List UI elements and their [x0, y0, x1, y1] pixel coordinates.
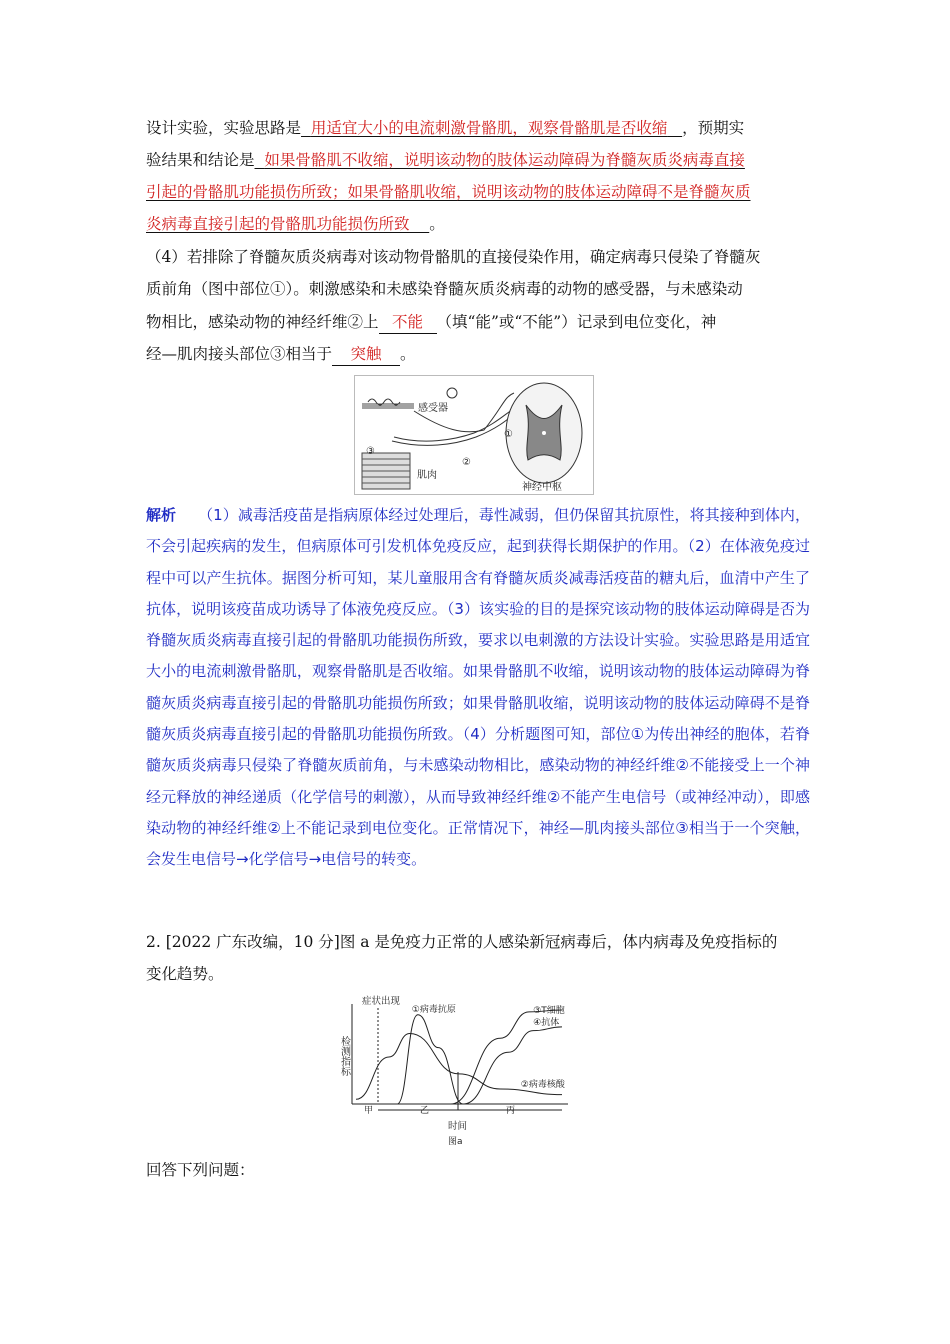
label-1: ①: [504, 429, 513, 440]
series-label-2: ②病毒核酸: [520, 1080, 565, 1091]
period-bing: 丙: [506, 1106, 516, 1116]
q3-result-answer-1: 如果骨骼肌不收缩，说明该动物的肢体运动障碍为脊髓灰质炎病毒直接: [264, 151, 745, 169]
q3-result-answer-3: 炎病毒直接引起的骨骼肌功能损伤所致: [146, 215, 410, 233]
q3-result-end: 。: [429, 215, 445, 233]
chart-title: 图a: [448, 1137, 463, 1147]
label-center: 神经中枢: [522, 482, 562, 493]
label-3: ③: [366, 446, 375, 457]
series-line-1: [356, 1015, 463, 1104]
analysis-tag: 解析: [146, 506, 177, 524]
q4-line-1: （4）若排除了脊髓灰质炎病毒对该动物骨骼肌的直接侵染作用，确定病毒只侵染了脊髓灰: [146, 248, 761, 266]
q3-result-line-2: [146, 176, 810, 208]
q4-line-4: [146, 338, 810, 370]
q2-line-2: 变化趋势。: [146, 965, 224, 983]
q4-line-4-suffix: 。: [400, 345, 416, 363]
q3-design-answer: 用适宜大小的电流刺激骨骼肌，观察骨骼肌是否收缩: [310, 119, 668, 137]
spinal-cord-shape: [506, 383, 582, 483]
q2-line-1: 2. [2022 广东改编，10 分]图 a 是免疫力正常的人感染新冠病毒后，体内病毒及免疫指标的: [146, 933, 778, 951]
q3-result-line-1: [146, 144, 810, 176]
x-axis-label: 时间: [448, 1121, 468, 1132]
analysis-text: （1）减毒活疫苗是指病原体经过处理后，毒性减弱，但仍保留其抗原性，将其接种到体内，不会引起疾病的发生，但病原体可引发机体免疫反应，起到获得长期保护的作用。（2）在体液免疫过程中可以产生抗体。据图分析可知，某儿童服用含有脊髓灰质炎减毒活疫苗的糖丸后，血清中产生了抗体，说明该疫苗成功诱导了体液免疫反应。（3）该实验的目的是探究该动物的肢体运动障碍是否为脊髓灰质炎病毒直接引起的骨骼肌功能损伤所致，要求以电刺激的方法设计实验。实验思路是用适宜大小的电流刺激骨骼肌，观察骨骼肌是否收缩。如果骨骼肌不收缩，说明该动物的肢体运动障碍为脊髓灰质炎病毒直接引起的骨骼肌功能损伤所致；如果骨骼肌收缩，说明该动物的肢体运动障碍不是脊髓灰质炎病毒直接引起的骨骼肌功能损伤所致。（4）分析题图可知，部位①为传出神经的胞体，若脊髓灰质炎病毒只侵染了脊髓灰质前角，与未感染动物相比，感染动物的神经纤维②不能接受上一个神经元释放的神经递质（化学信号的刺激），从而导致神经纤维②不能产生电信号（或神经冲动），即感染动物的神经纤维②上不能记录到电位变化。正常情况下，神经—肌肉接头部位③相当于一个突触，会发生电信号→化学信号→电信号的转变。: [146, 506, 810, 869]
label-receptor: 感受器: [418, 403, 448, 414]
q4-blank-2: 突触: [332, 343, 400, 366]
figure-a-chart: [330, 992, 580, 1152]
q4-blank-1: 不能: [379, 311, 437, 334]
reflex-arc-svg: [354, 375, 594, 495]
q3-result-answer-2: 引起的骨骼肌功能损伤所致；如果骨骼肌收缩，说明该动物的肢体运动障碍不是脊髓灰质: [146, 183, 751, 201]
y-axis-label: 检测指标: [338, 1036, 350, 1076]
series-label-4: ④抗体: [533, 1017, 560, 1028]
footer-prompt: 回答下列问题：: [146, 1161, 255, 1179]
series-label-1: ①病毒抗原: [411, 1004, 456, 1015]
series-label-3: ③T细胞: [533, 1006, 565, 1016]
q3-result-line-3: [146, 208, 810, 240]
reflex-arc-figure: [354, 375, 594, 495]
q4-line-3-suffix: （填“能”或“不能”）记录到电位变化，神: [436, 313, 717, 331]
label-2: ②: [462, 457, 471, 468]
figure-a: [330, 992, 580, 1152]
q3-design-suffix: ，预期实: [682, 119, 745, 137]
q3-result-prefix: 验结果和结论是: [146, 151, 255, 169]
muscle-shape: [362, 453, 410, 489]
q4-line-3-prefix: 物相比，感染动物的神经纤维②上: [146, 313, 379, 331]
label-muscle: 肌肉: [417, 470, 437, 481]
period-yi: 乙: [420, 1106, 430, 1116]
q4-line-4-prefix: 经—肌肉接头部位③相当于: [146, 345, 333, 363]
annotation-symptom: 症状出现: [362, 996, 401, 1007]
q3-design-prefix: 设计实验，实验思路是: [146, 119, 302, 137]
q4-line-2: 质前角（图中部位①）。刺激感染和未感染脊髓灰质炎病毒的动物的感受器，与未感染动: [146, 280, 743, 298]
q3-design-line: [146, 112, 810, 144]
analysis-block: [146, 500, 810, 876]
period-jia: 甲: [364, 1106, 374, 1116]
q4-line-3: [146, 306, 810, 338]
